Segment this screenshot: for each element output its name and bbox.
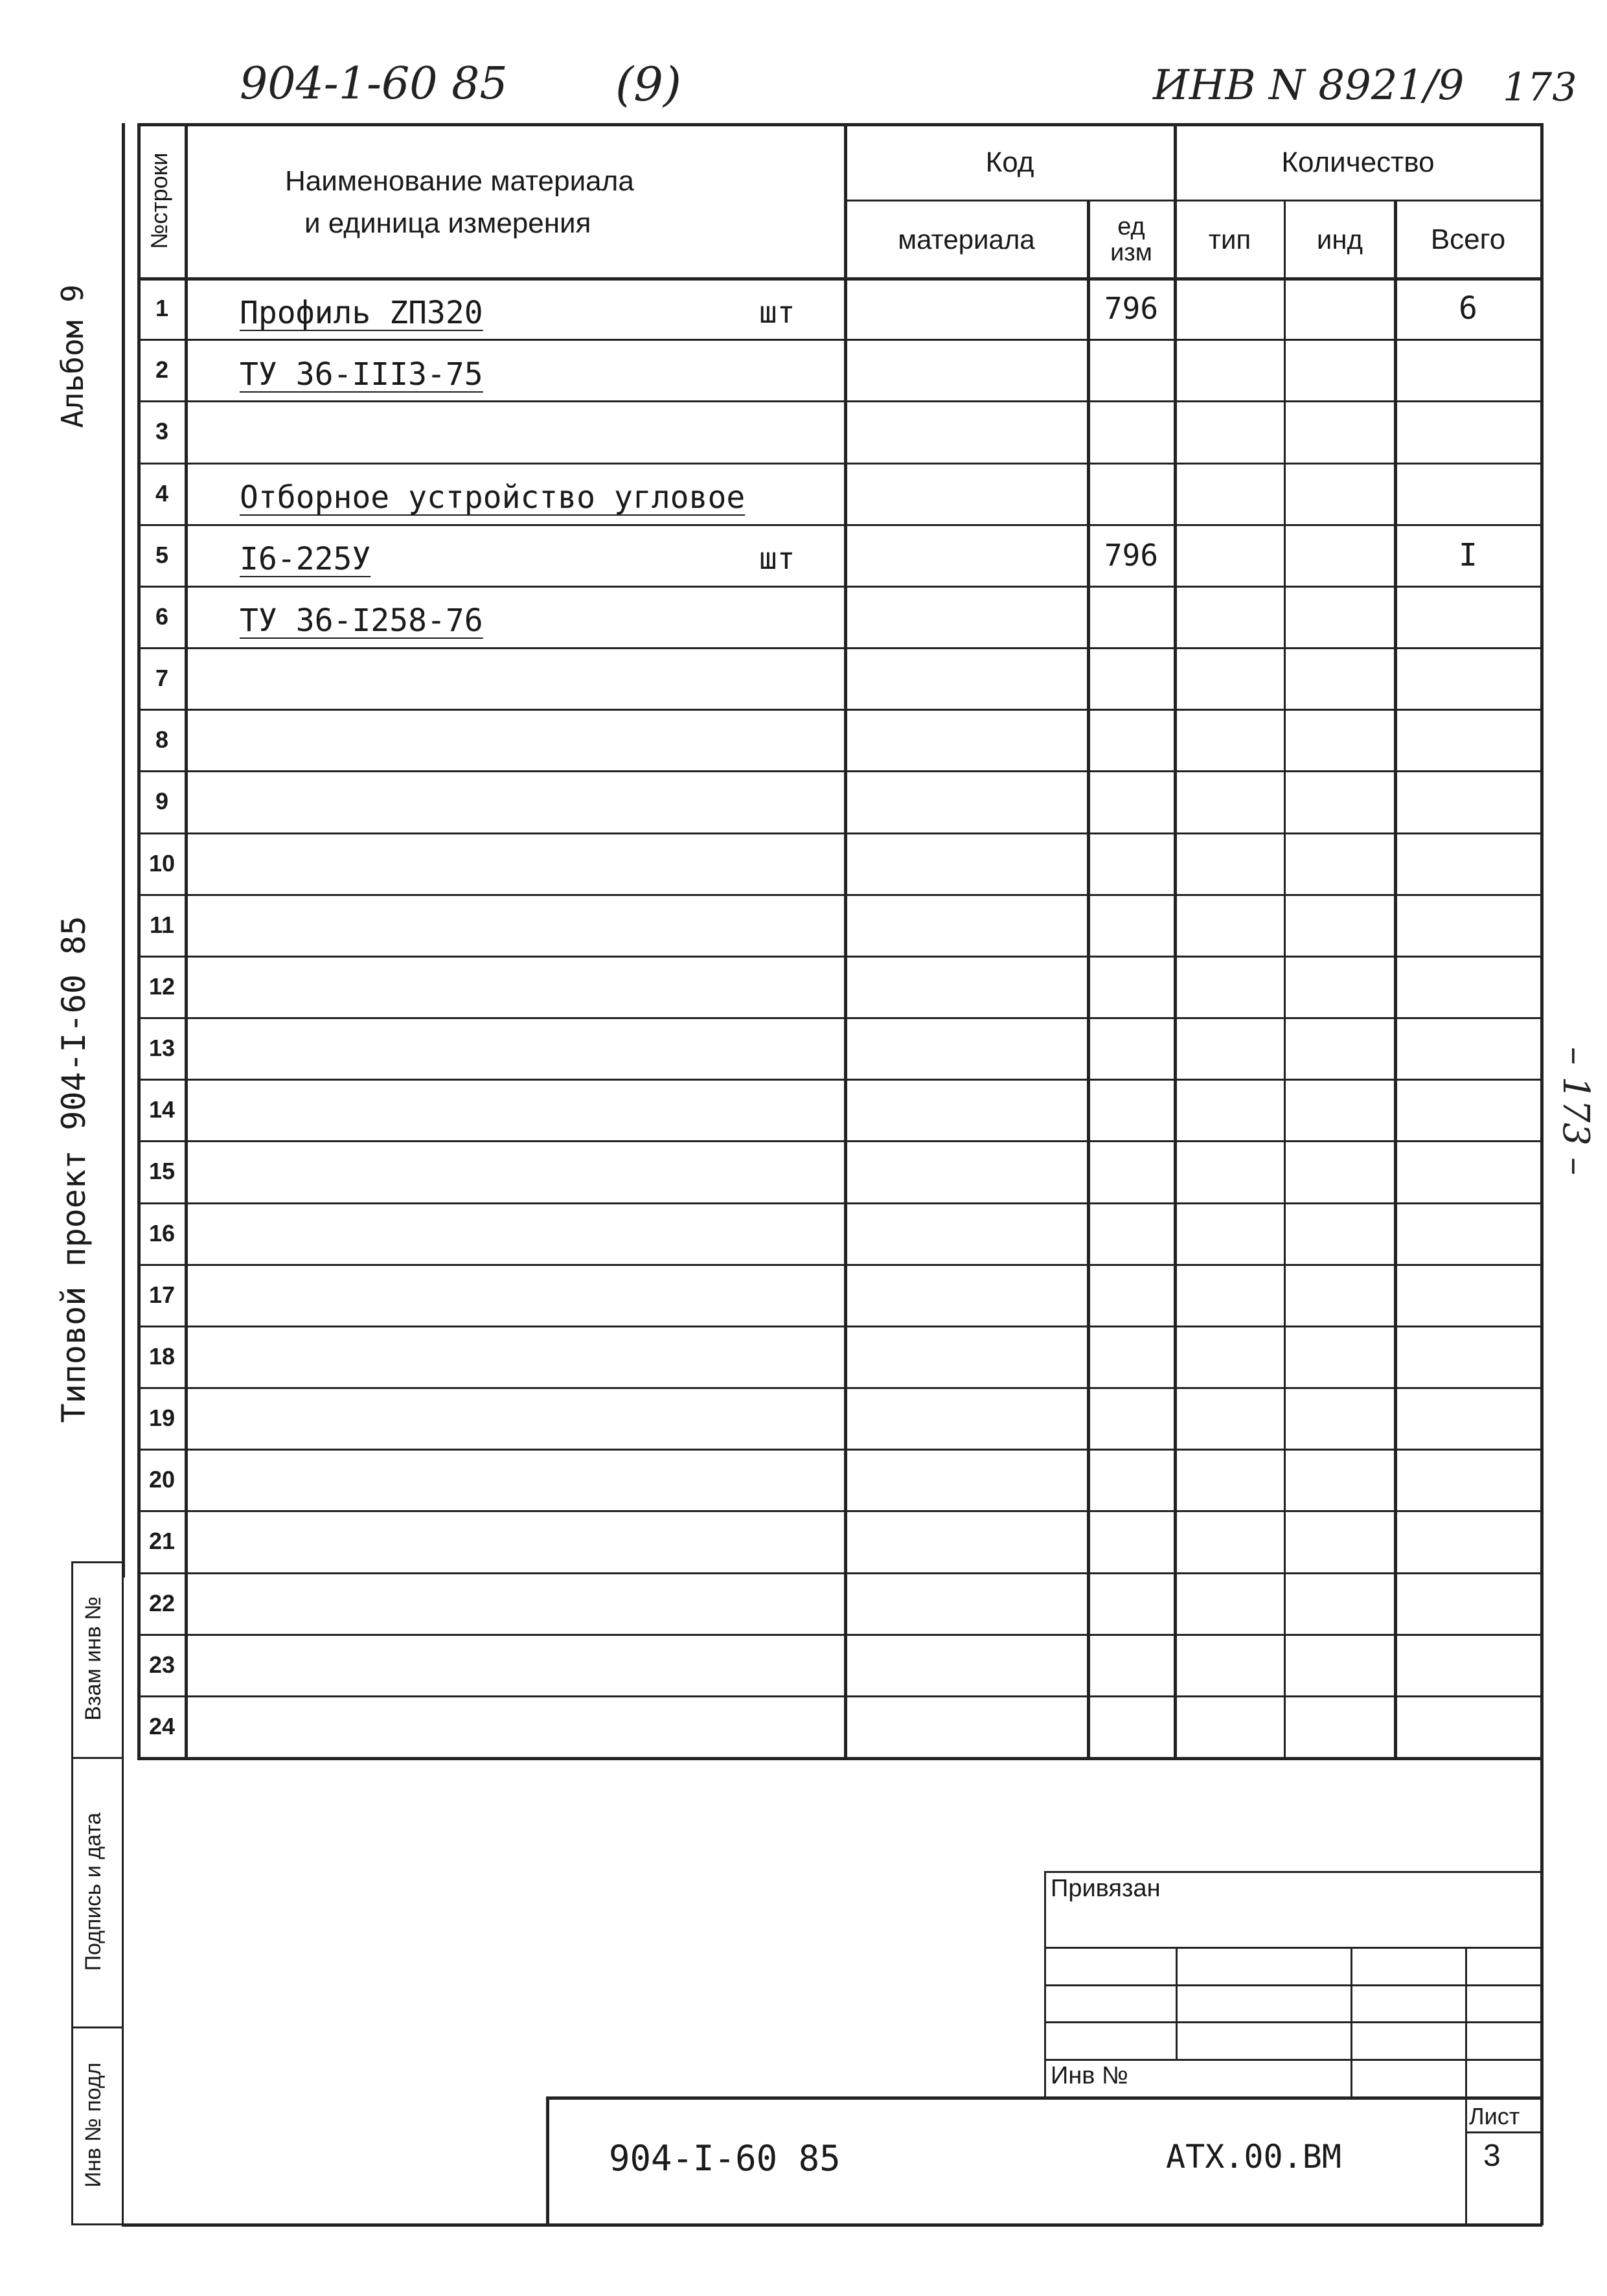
col-header-total: Всего	[1430, 223, 1506, 255]
row-total	[1396, 1264, 1540, 1326]
row-divider	[137, 1079, 1542, 1081]
stamp-inv-podl: Инв № подл	[81, 2062, 106, 2188]
row-number: 14	[148, 1096, 176, 1123]
col-header-unit	[1089, 201, 1174, 277]
row-unit-code	[1089, 1510, 1174, 1572]
row-total	[1396, 1572, 1540, 1634]
row-divider	[137, 586, 1542, 588]
row-unit-code	[1089, 1634, 1174, 1695]
row-divider	[137, 1449, 1542, 1451]
row-divider	[137, 1510, 1542, 1512]
col-header-code: Код	[985, 146, 1034, 178]
row-number: 4	[155, 479, 169, 507]
row-number: 2	[155, 356, 169, 383]
row-number: 16	[148, 1219, 176, 1246]
row-unit-code	[1089, 463, 1174, 524]
row-unit-code	[1089, 1140, 1174, 1202]
row-unit-code	[1089, 400, 1174, 462]
row-divider	[137, 1634, 1542, 1636]
row-unit-code	[1089, 1017, 1174, 1079]
col-header-quantity: Количество	[1281, 146, 1435, 178]
row-divider	[137, 1140, 1542, 1142]
row-total	[1396, 1449, 1540, 1510]
row-number: 6	[155, 603, 169, 630]
row-number: 12	[148, 972, 176, 1000]
row-divider	[137, 770, 1542, 772]
row-material-name: Отборное устройство угловое	[240, 479, 746, 516]
row-divider	[137, 524, 1542, 526]
row-material-name: Профиль ZП320	[240, 295, 483, 331]
row-divider	[137, 1326, 1542, 1327]
row-unit-code	[1089, 832, 1174, 894]
privyazan-label: Привязан	[1051, 1875, 1161, 1902]
row-unit-code	[1089, 1695, 1174, 1757]
row-divider	[137, 400, 1542, 402]
row-material-name: ТУ 36-I258-76	[240, 603, 483, 639]
row-number: 19	[148, 1404, 176, 1431]
row-material-name: ТУ 36-III3-75	[240, 356, 483, 393]
row-number: 13	[148, 1034, 176, 1061]
row-number: 1	[155, 294, 169, 321]
sheet-value: 3	[1483, 2139, 1501, 2173]
sheet-label: Лист	[1469, 2103, 1520, 2130]
row-unit-code	[1089, 1202, 1174, 1264]
row-unit: шт	[759, 295, 795, 330]
row-unit-code	[1089, 647, 1174, 709]
row-divider	[137, 832, 1542, 834]
row-total	[1396, 400, 1540, 462]
row-total	[1396, 647, 1540, 709]
row-total	[1396, 832, 1540, 894]
header-page-number: 173	[1503, 65, 1577, 110]
row-total	[1396, 1387, 1540, 1449]
row-number: 23	[148, 1651, 176, 1678]
stamp-podpis-data: Подпись и дата	[81, 1812, 106, 1971]
row-number: 24	[148, 1712, 176, 1739]
row-unit-code	[1089, 1079, 1174, 1140]
row-total	[1396, 709, 1540, 770]
row-divider	[137, 1017, 1542, 1019]
row-total	[1396, 1695, 1540, 1757]
row-divider	[137, 956, 1542, 958]
col-header-material-code: материала	[898, 224, 1035, 255]
row-unit: шт	[759, 541, 795, 576]
row-unit-code	[1089, 1449, 1174, 1510]
row-divider	[137, 339, 1542, 341]
header-inventory-number: ИНВ N 8921/9	[1153, 62, 1465, 109]
row-unit-code	[1089, 709, 1174, 770]
project-label: Типовой проект 904-I-60 85	[55, 915, 93, 1423]
row-unit-code	[1089, 956, 1174, 1017]
row-number: 18	[148, 1342, 176, 1370]
row-number: 22	[148, 1589, 176, 1616]
row-total	[1396, 1017, 1540, 1079]
row-unit-code	[1089, 894, 1174, 956]
row-divider	[137, 463, 1542, 465]
col-header-individual: инд	[1316, 224, 1363, 255]
header-sheet-number: (9)	[615, 57, 681, 111]
row-divider	[137, 1264, 1542, 1266]
row-unit-code	[1089, 1264, 1174, 1326]
row-unit-code	[1089, 1572, 1174, 1634]
row-total	[1396, 894, 1540, 956]
row-number: 17	[148, 1281, 176, 1308]
row-divider	[137, 1202, 1542, 1204]
titleblock-project-code: 904-I-60 85	[609, 2138, 841, 2179]
row-number: 20	[148, 1465, 176, 1493]
row-divider	[137, 709, 1542, 711]
col-header-name-line2: и единица измерения	[304, 207, 591, 239]
row-number: 10	[148, 849, 176, 877]
col-header-name-line1: Наименование материала	[285, 165, 634, 197]
row-unit-code	[1089, 1326, 1174, 1387]
row-total	[1396, 956, 1540, 1017]
row-total	[1396, 339, 1540, 400]
row-number: 8	[155, 726, 169, 753]
row-unit-code	[1089, 770, 1174, 832]
row-number: 21	[148, 1527, 176, 1554]
row-total	[1396, 463, 1540, 524]
row-total	[1396, 1202, 1540, 1264]
row-total	[1396, 1079, 1540, 1140]
row-divider	[137, 894, 1542, 896]
col-header-unit-text: ед изм	[1110, 212, 1152, 266]
row-total	[1396, 586, 1540, 647]
row-material-name: I6-225У	[240, 541, 371, 577]
titleblock-document-code: АТХ.00.ВМ	[1166, 2138, 1341, 2175]
row-divider	[137, 647, 1542, 649]
row-total: 6	[1459, 290, 1477, 327]
row-total: I	[1459, 536, 1477, 573]
row-total	[1396, 770, 1540, 832]
col-header-row-number: №строки	[146, 152, 172, 249]
col-header-type: тип	[1208, 224, 1251, 255]
row-divider	[137, 1387, 1542, 1389]
row-divider	[137, 1572, 1542, 1574]
row-number: 3	[155, 417, 169, 444]
album-label: Альбом 9	[55, 284, 90, 428]
stamp-vzam-inv: Взам инв №	[81, 1596, 106, 1721]
row-total	[1396, 1140, 1540, 1202]
inv-number-label: Инв №	[1051, 2062, 1128, 2089]
row-number: 5	[155, 541, 169, 568]
row-number: 15	[148, 1157, 176, 1184]
row-unit-code	[1089, 339, 1174, 400]
row-number: 7	[155, 664, 169, 691]
row-number: 9	[155, 787, 169, 814]
right-margin-page-mark: – 173 –	[1555, 1046, 1597, 1176]
row-unit-code: 796	[1104, 290, 1159, 326]
row-unit-code	[1089, 586, 1174, 647]
header-project-code: 904-1-60 85	[240, 58, 508, 109]
row-total	[1396, 1510, 1540, 1572]
row-total	[1396, 1326, 1540, 1387]
row-divider	[137, 1695, 1542, 1697]
row-total	[1396, 1634, 1540, 1695]
row-unit-code: 796	[1104, 537, 1159, 573]
row-unit-code	[1089, 1387, 1174, 1449]
row-number: 11	[149, 911, 175, 938]
